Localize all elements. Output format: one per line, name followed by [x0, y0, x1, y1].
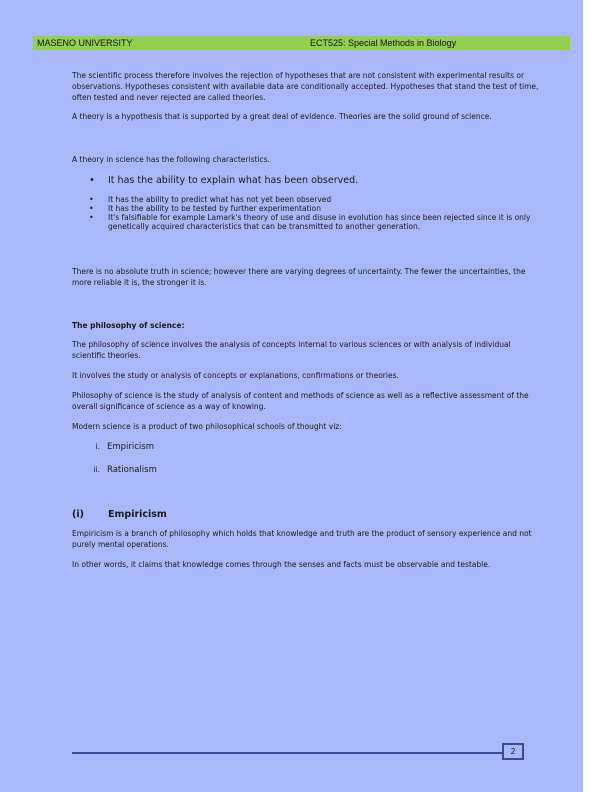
- paragraph-absolute-truth: There is no absolute truth in science; however there are varying degrees of uncertainty. The fewer the uncertainties, the more reliable it is, the stronger it is.: [72, 267, 526, 287]
- paragraph-scientific-process: The scientific process therefore involves the rejection of hypotheses that are not consistent with experimental results or observations. Hypotheses consistent with available data are conditionally accepted. Hypotheses that stand the test of time, often tested and never rejected are called theories.: [72, 71, 539, 102]
- page-content: [72, 70, 542, 579]
- paragraph-philosophy-1: The philosophy of science involves the analysis of concepts internal to various sciences or with analysis of individual scientific theories.: [72, 340, 511, 360]
- characteristics-list: [72, 174, 542, 231]
- header-university: MASENO UNIVERSITY: [37, 38, 133, 48]
- paragraph-theory-characteristics-intro: A theory in science has the following characteristics.: [72, 155, 270, 164]
- list-label: Rationalism: [107, 465, 157, 475]
- list-label: Empiricism: [107, 442, 155, 452]
- paragraph-empiricism-1: Empiricism is a branch of philosophy which holds that knowledge and truth are the product of sensory experience and not purely mental operations.: [72, 529, 532, 549]
- list-item: [72, 441, 542, 453]
- paragraph-philosophy-3: Philosophy of science is the study of analysis of content and methods of science as well as a reflective assessment of the overall significance of science as a way of knowing.: [72, 391, 529, 411]
- page-number: 2: [502, 743, 524, 760]
- page-header: [33, 36, 570, 50]
- list-item: • It has the ability to predict what has not yet been observed: [72, 195, 542, 204]
- list-item: • It has the ability to be tested by further experimentation: [72, 204, 542, 213]
- paragraph-theory-definition: A theory is a hypothesis that is supported by a great deal of evidence. Theories are the solid ground of science.: [72, 112, 492, 121]
- header-course: ECT525: Special Methods in Biology: [310, 38, 457, 48]
- paragraph-philosophy-2: It involves the study or analysis of concepts or explanations, confirmations or theories.: [72, 371, 399, 380]
- section-heading-philosophy: The philosophy of science:: [72, 321, 185, 330]
- list-number: ii.: [93, 465, 100, 474]
- paragraph-empiricism-2: In other words, it claims that knowledge comes through the senses and facts must be observable and testable.: [72, 560, 491, 569]
- list-item: [72, 464, 542, 476]
- list-item: • It has the ability to explain what has been observed.: [72, 174, 542, 187]
- section-title: Empiricism: [108, 509, 167, 520]
- paragraph-philosophy-4: Modern science is a product of two philosophical schools of thought viz:: [72, 422, 342, 431]
- schools-list: [72, 441, 542, 476]
- section-marker: (i): [72, 509, 84, 520]
- section-heading-empiricism: [72, 508, 542, 521]
- list-item: • It's falsifiable for example Lamark's theory of use and disuse in evolution has since been rejected since it is only genetically acquired characteristics that can be transmitted to another generation.: [72, 213, 542, 231]
- list-number: i.: [95, 442, 100, 451]
- footer-divider: [72, 752, 502, 754]
